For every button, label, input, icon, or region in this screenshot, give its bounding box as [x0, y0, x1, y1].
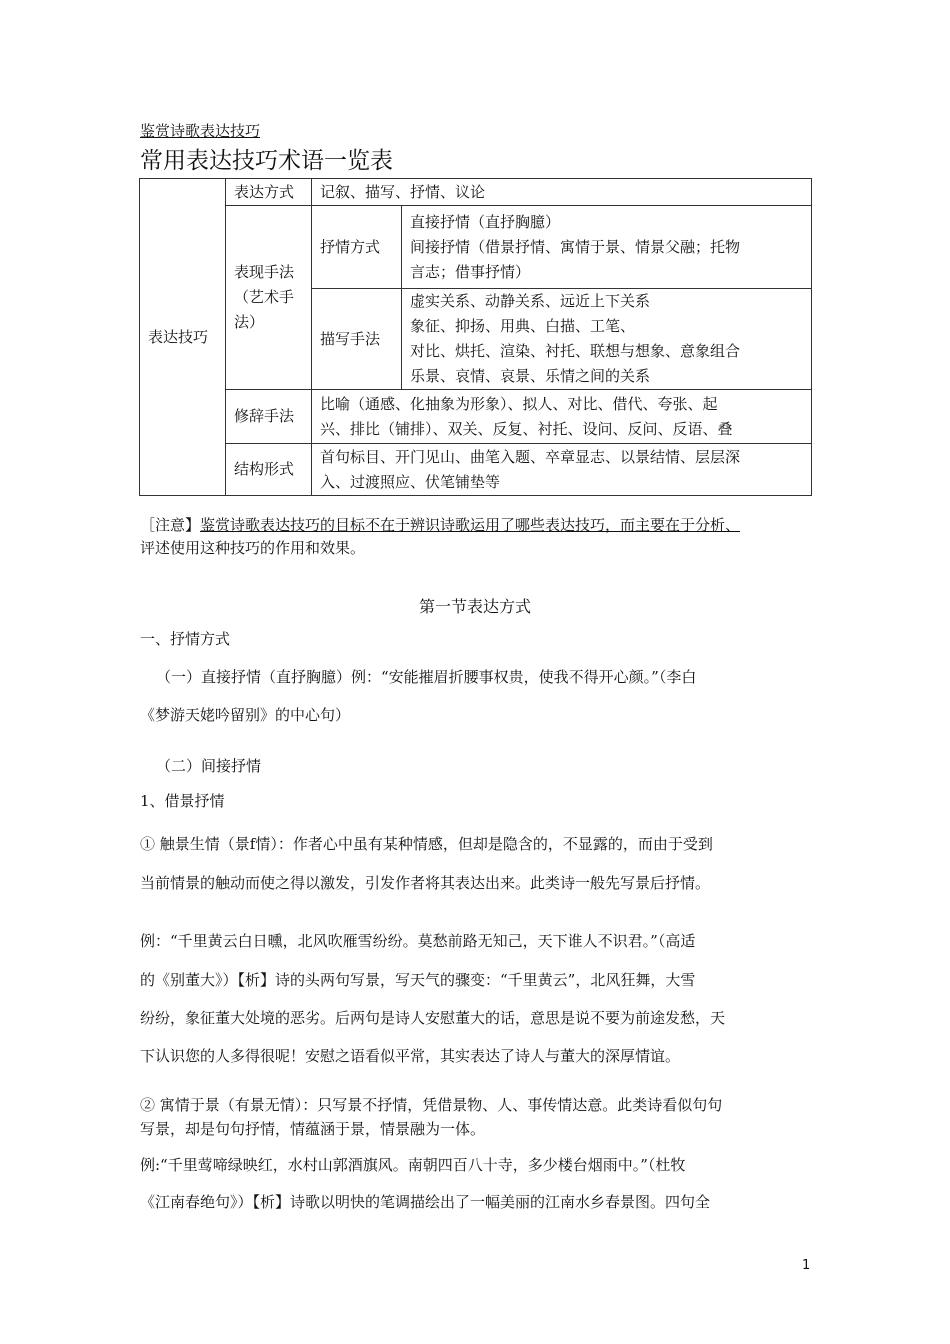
row-label: 表现手法（艺术手法）	[234, 263, 295, 331]
page-title: 常用表达技巧术语一览表	[140, 148, 393, 174]
table-root-label: 表达技巧	[148, 327, 209, 346]
heading-lyric-methods: 一、抒情方式	[140, 630, 231, 648]
note-lead: ［注意】	[140, 516, 201, 534]
content-line: 言志；借事抒情）	[410, 262, 531, 281]
paragraph-line: 的《别董大》）【析】诗的头两句写景，写天气的骤变：“千里黄云”，北风狂舞，大雪	[140, 971, 696, 989]
row-content-cell	[402, 206, 812, 289]
row-content-cell	[402, 289, 812, 390]
row-label: 表达方式	[234, 182, 295, 201]
paragraph-line: 例：“千里黄云白日曛，北风吹雁雪纷纷。莫愁前路无知己，天下谁人不识君。”（高适	[140, 932, 696, 950]
content-line: 兴、排比（铺排）、双关、反复、衬托、设问、反问、反语、叠	[320, 419, 733, 438]
sub-label: 抒情方式	[320, 237, 381, 256]
content-line: 直接抒情（直抒胸臆）	[410, 212, 561, 231]
paragraph-line: 例:“千里莺啼绿映红，水村山郭酒旗风。南朝四百八十寺，多少楼台烟雨中。”（杜牧	[140, 1156, 686, 1174]
table-root-cell	[140, 179, 226, 496]
row-label-cell	[226, 179, 312, 206]
paragraph-line: 纷纷，象征董大处境的恶劣。后两句是诗人安慰董大的话，意思是说不要为前途发愁，天	[140, 1009, 726, 1027]
page-number: 1	[802, 1258, 811, 1273]
paragraph-line: 当前情景的触动而使之得以激发，引发作者将其表达出来。此类诗一般先写景后抒情。	[140, 874, 711, 892]
sub-label-cell	[312, 206, 402, 289]
content-line: 对比、烘托、渲染、衬托、联想与想象、意象组合	[410, 342, 741, 360]
sub-label: 描写手法	[320, 329, 381, 348]
row-label: 结构形式	[234, 460, 295, 478]
content-line: 象征、抑扬、用典、白描、工笔、	[410, 317, 636, 335]
row-content-cell	[312, 390, 812, 444]
row-content-cell	[312, 179, 812, 206]
row-label-cell	[226, 390, 312, 444]
note-underlined: 鉴赏诗歌表达技巧的目标不在于辨识诗歌运用了哪些表达技巧，而主要在于分析、	[200, 516, 741, 534]
sub-label-cell	[312, 289, 402, 390]
heading-indirect-lyric: （二）间接抒情	[156, 757, 262, 775]
paragraph-line: 下认识您的人多得很呢！安慰之语看似平常，其实表达了诗人与董大的深厚情谊。	[140, 1047, 681, 1065]
row-label-cell	[226, 444, 312, 496]
content-line: 虚实关系、动静关系、远近上下关系	[410, 292, 651, 310]
content-line: 乐景、哀情、哀景、乐情之间的关系	[410, 367, 651, 385]
heading-scenery-lyric: 1、借景抒情	[140, 792, 225, 810]
row-content-cell	[312, 444, 812, 496]
note-paragraph	[140, 514, 840, 560]
terms-table	[139, 178, 812, 496]
row-label-cell	[226, 206, 312, 390]
paragraph-line: （一）直接抒情（直抒胸臆）例：“安能摧眉折腰事权贵，使我不得开心颜。”（李白	[156, 668, 697, 686]
content-line: 入、过渡照应、伏笔铺垫等	[320, 472, 501, 491]
paragraph-line: 《梦游天姥吟留别》的中心句）	[140, 706, 351, 724]
paragraph-line: 写景，却是句句抒情，情蕴涵于景，情景融为一体。	[140, 1120, 486, 1138]
row-content: 记叙、描写、抒情、议论	[320, 182, 486, 201]
content-line: 比喻（通感、化抽象为形象）、拟人、对比、借代、夸张、起	[320, 394, 718, 413]
paragraph-line: 《江南春绝句》）【析】诗歌以明快的笔调描绘出了一幅美丽的江南水乡春景图。四句全	[140, 1193, 711, 1211]
paragraph-line: ② 寓情于景（有景无情）：只写景不抒情，凭借景物、人、事传情达意。此类诗看似句句	[140, 1096, 723, 1114]
note-rest: 评述使用这种技巧的作用和效果。	[140, 539, 366, 557]
row-label: 修辞手法	[234, 407, 295, 425]
document-kicker: 鉴赏诗歌表达技巧	[140, 122, 261, 140]
section-title: 第一节表达方式	[418, 597, 531, 616]
content-line: 间接抒情（借景抒情、寓情于景、情景父融；托物	[410, 237, 741, 256]
paragraph-line: ① 触景生情（景f情）：作者心中虽有某种情感，但却是隐含的，不显露的，而由于受到	[140, 835, 713, 853]
content-line: 首句标目、开门见山、曲笔入题、卒章显志、以景结情、层层深	[320, 447, 741, 466]
